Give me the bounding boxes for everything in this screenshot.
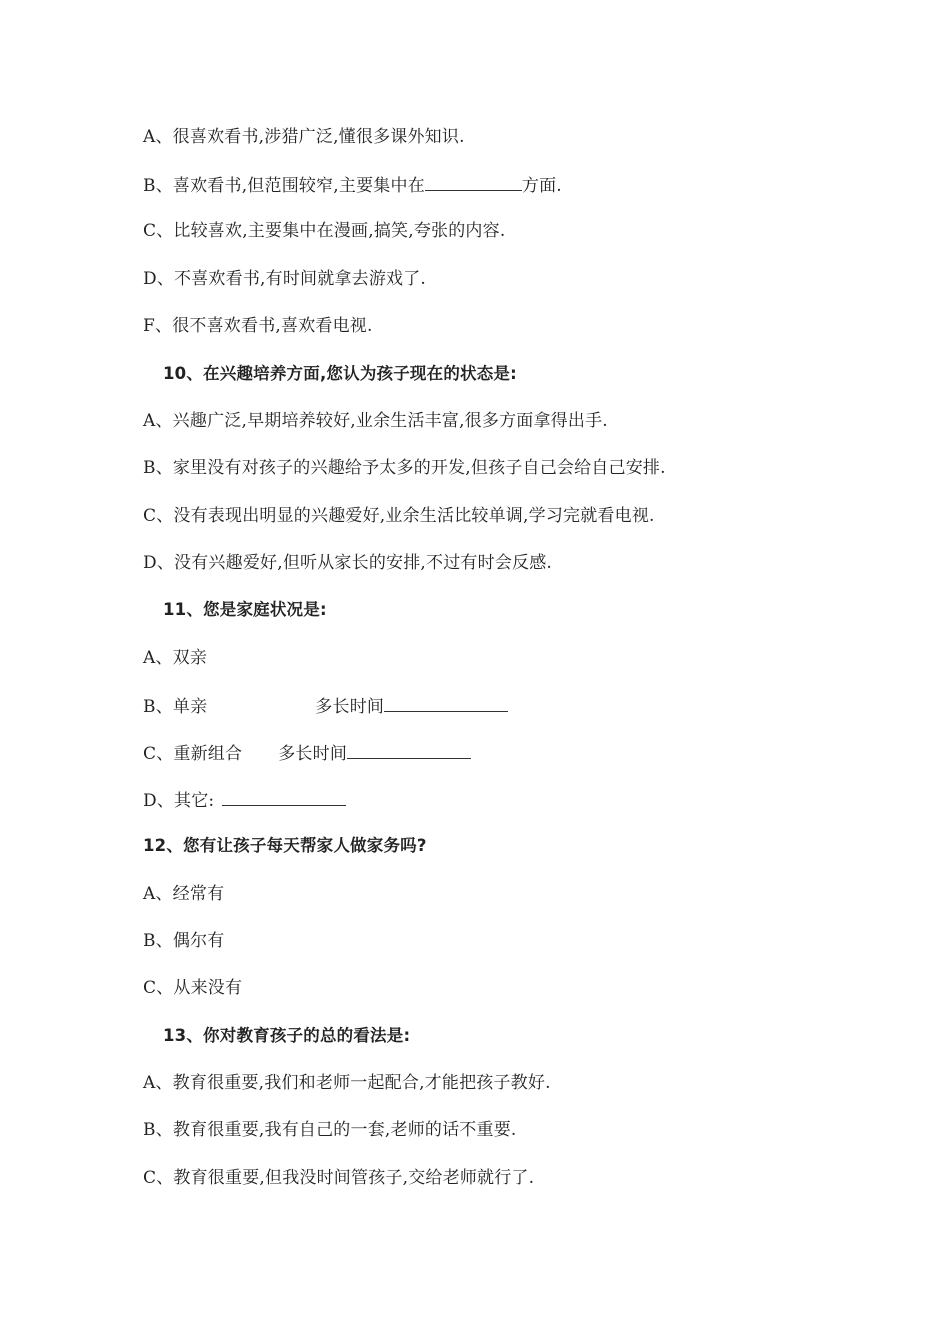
q12-option-b: B、偶尔有 [143, 931, 225, 951]
q10-option-d: D、没有兴趣爱好,但听从家长的安排,不过有时会反感. [143, 553, 553, 573]
q10-option-b: B、家里没有对孩子的兴趣给予太多的开发,但孩子自己会给自己安排. [143, 458, 666, 478]
q11-option-d [143, 787, 346, 813]
q11-option-c-blank[interactable] [347, 740, 471, 759]
q11-option-b [143, 693, 508, 719]
q9-option-b-text: B、喜欢看书,但范围较窄,主要集中在 [143, 176, 425, 196]
q13-option-c: C、教育很重要,但我没时间管孩子,交给老师就行了. [143, 1168, 535, 1188]
q11-title: 11、您是家庭状况是: [163, 600, 327, 619]
q12-option-c: C、从来没有 [143, 978, 243, 998]
q10-option-a: A、兴趣广泛,早期培养较好,业余生活丰富,很多方面拿得出手. [143, 411, 608, 431]
q11-option-a: A、双亲 [143, 648, 208, 668]
q9-option-b-blank[interactable] [425, 172, 522, 191]
q9-option-f: F、很不喜欢看书,喜欢看电视. [143, 316, 373, 336]
q10-option-c: C、没有表现出明显的兴趣爱好,业余生活比较单调,学习完就看电视. [143, 506, 655, 526]
q11-option-b-text: B、单亲 [143, 697, 208, 717]
q11-option-c-duration-label: 多长时间 [278, 744, 348, 764]
q9-option-c: C、比较喜欢,主要集中在漫画,搞笑,夸张的内容. [143, 221, 506, 241]
q13-title: 13、你对教育孩子的总的看法是: [163, 1026, 411, 1045]
q12-option-a: A、经常有 [143, 884, 225, 904]
q10-title: 10、在兴趣培养方面,您认为孩子现在的状态是: [163, 364, 517, 383]
q13-option-b: B、教育很重要,我有自己的一套,老师的话不重要. [143, 1120, 517, 1140]
q9-option-b-suffix: 方面. [521, 176, 562, 196]
q11-option-b-blank[interactable] [384, 693, 508, 712]
q9-option-b [143, 172, 562, 198]
q9-option-d: D、不喜欢看书,有时间就拿去游戏了. [143, 269, 427, 289]
q11-option-c-text: C、重新组合 [143, 744, 243, 764]
q9-option-a: A、很喜欢看书,涉猎广泛,懂很多课外知识. [143, 127, 465, 147]
q11-option-b-duration-label: 多长时间 [315, 697, 385, 717]
q13-option-a: A、教育很重要,我们和老师一起配合,才能把孩子教好. [143, 1073, 551, 1093]
q12-title: 12、您有让孩子每天帮家人做家务吗? [143, 836, 427, 855]
q11-option-d-blank[interactable] [222, 787, 346, 806]
q11-option-d-text: D、其它: [143, 791, 215, 811]
q11-option-c [143, 740, 471, 766]
